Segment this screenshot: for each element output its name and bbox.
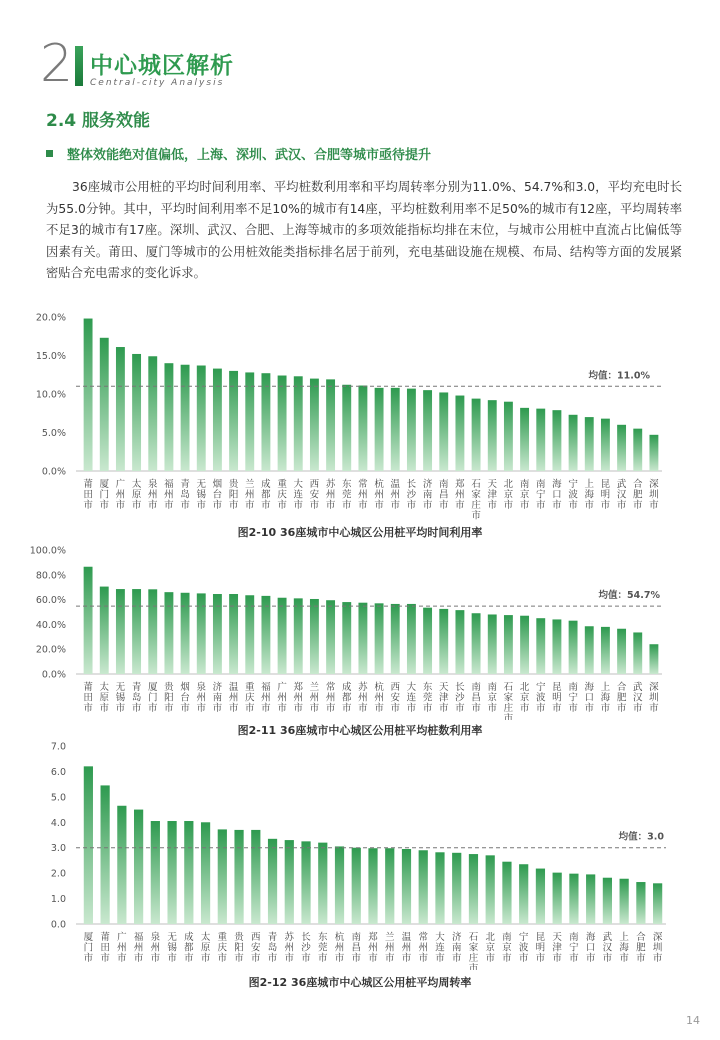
bar: [407, 604, 416, 674]
bar: [184, 821, 193, 924]
x-tick-label: 长沙市: [301, 932, 311, 964]
x-tick-label: 泉州市: [150, 932, 161, 964]
x-tick-label: 贵阳市: [164, 682, 174, 714]
x-tick-label: 济南市: [422, 479, 433, 511]
bar: [326, 600, 335, 674]
bar: [342, 602, 351, 674]
bar: [569, 874, 578, 924]
bar: [134, 810, 143, 924]
x-tick-label: 上海市: [619, 932, 629, 964]
bar: [84, 766, 93, 924]
bar: [358, 603, 367, 674]
x-tick-label: 杭州市: [374, 479, 384, 511]
bar: [234, 830, 243, 924]
x-tick-label: 温州市: [228, 682, 239, 714]
x-tick-label: 郑州市: [293, 682, 304, 714]
chart-turnover-svg: [0, 738, 720, 970]
bar: [617, 425, 626, 471]
x-tick-label: 南宁市: [535, 479, 546, 511]
x-tick-label: 无锡市: [115, 682, 126, 714]
bar: [310, 379, 319, 471]
bar: [84, 567, 93, 674]
x-tick-label: 深圳市: [649, 682, 659, 714]
bar: [391, 388, 400, 471]
x-tick-label: 福州市: [164, 479, 174, 511]
bar: [385, 848, 394, 924]
bar: [148, 589, 157, 674]
bar: [502, 862, 511, 924]
x-tick-label: 北京市: [519, 682, 530, 714]
bar: [181, 365, 190, 471]
bar: [148, 356, 157, 471]
x-tick-label: 宁波市: [568, 479, 578, 511]
chapter-subtitle: Central-city Analysis: [90, 78, 225, 88]
x-tick-label: 常州市: [325, 682, 336, 714]
bar: [455, 396, 464, 471]
bar: [488, 400, 497, 471]
bar: [101, 785, 110, 924]
x-tick-label: 上海市: [584, 479, 595, 511]
bar: [100, 587, 109, 674]
x-tick-label: 海口市: [552, 479, 562, 511]
bar: [552, 410, 561, 471]
x-tick-label: 莆田市: [83, 682, 93, 714]
bar: [488, 614, 497, 674]
x-tick-label: 重庆市: [217, 932, 228, 964]
bar: [620, 879, 629, 924]
x-tick-label: 太原市: [200, 932, 211, 964]
mean-label: 均值：11.0%: [588, 370, 650, 382]
bar: [278, 598, 287, 674]
x-tick-label: 宁波市: [518, 932, 529, 964]
y-tick-label: 20.0%: [35, 312, 66, 324]
x-tick-label: 武汉市: [632, 682, 643, 714]
y-tick-label: 40.0%: [35, 619, 66, 631]
x-tick-label: 天津市: [552, 932, 562, 964]
x-tick-label: 石家庄市: [471, 479, 481, 520]
y-tick-label: 100.0%: [29, 545, 66, 557]
x-tick-label: 贵阳市: [228, 479, 239, 511]
x-tick-label: 海口市: [585, 932, 596, 964]
bar: [585, 417, 594, 471]
x-tick-label: 上海市: [600, 682, 611, 714]
bar: [251, 830, 260, 924]
bullet-heading-text: 整体效能绝对值偏低，上海、深圳、武汉、合肥等城市亟待提升: [67, 148, 432, 163]
y-tick-label: 0.0: [50, 919, 66, 931]
x-tick-label: 南京市: [487, 682, 498, 714]
bar: [455, 610, 464, 674]
x-tick-label: 兰州市: [244, 479, 255, 511]
y-tick-label: 6.0: [50, 766, 66, 778]
y-tick-label: 80.0%: [35, 570, 66, 582]
bar: [181, 593, 190, 674]
bar: [472, 399, 481, 471]
y-tick-label: 4.0: [50, 817, 66, 829]
x-tick-label: 苏州市: [284, 932, 295, 964]
page-number: 14: [686, 1014, 700, 1027]
bar: [261, 373, 270, 471]
bar: [469, 854, 478, 924]
x-tick-label: 长沙市: [455, 682, 465, 714]
x-tick-label: 莆田市: [100, 932, 110, 964]
x-tick-label: 合肥市: [636, 932, 646, 964]
bar: [245, 595, 254, 674]
x-tick-label: 贵阳市: [234, 932, 244, 964]
x-tick-label: 烟台市: [212, 479, 223, 511]
x-tick-label: 西安市: [390, 682, 401, 714]
bar: [504, 615, 513, 674]
x-tick-label: 南昌市: [351, 932, 362, 964]
bar: [318, 843, 327, 924]
x-tick-label: 东莞市: [341, 479, 352, 511]
bar: [519, 864, 528, 924]
x-tick-label: 温州市: [401, 932, 412, 964]
bar: [486, 855, 495, 924]
bar: [649, 435, 658, 471]
x-tick-label: 莆田市: [83, 479, 93, 511]
mean-label: 均值：54.7%: [598, 590, 660, 602]
x-tick-label: 武汉市: [616, 479, 627, 511]
bar: [132, 354, 141, 471]
x-tick-label: 无锡市: [196, 479, 207, 511]
x-tick-label: 广州市: [115, 479, 126, 511]
x-tick-label: 南宁市: [568, 682, 578, 714]
bar: [653, 883, 662, 924]
bar: [603, 878, 612, 924]
x-tick-label: 济南市: [451, 932, 462, 964]
x-tick-label: 兰州市: [309, 682, 320, 714]
x-tick-label: 成都市: [341, 682, 352, 714]
x-tick-label: 昆明市: [535, 932, 546, 964]
bar: [452, 853, 461, 924]
bar: [167, 821, 176, 924]
bar: [536, 869, 545, 924]
bar: [197, 366, 206, 471]
x-tick-label: 北京市: [485, 932, 495, 964]
y-tick-label: 0.0%: [41, 466, 66, 478]
bar: [601, 627, 610, 674]
x-tick-label: 常州市: [358, 479, 368, 511]
bar: [268, 839, 277, 924]
y-tick-label: 7.0: [50, 741, 66, 753]
bar: [310, 599, 319, 674]
x-tick-label: 青岛市: [180, 479, 190, 511]
x-tick-label: 天津市: [438, 682, 449, 714]
bar: [402, 849, 411, 924]
bar: [218, 829, 227, 924]
x-tick-label: 福州市: [133, 932, 144, 964]
bar: [164, 363, 173, 471]
x-tick-label: 石家庄市: [468, 932, 479, 970]
x-tick-label: 宁波市: [535, 682, 546, 714]
bar: [439, 609, 448, 674]
bar: [294, 376, 303, 471]
x-tick-label: 西安市: [309, 479, 320, 511]
bar: [197, 593, 206, 674]
x-tick-label: 南宁市: [569, 932, 579, 964]
x-tick-label: 东莞市: [318, 932, 328, 964]
bar: [358, 386, 367, 471]
bar: [553, 873, 562, 924]
chart-time-utilization-svg: [0, 305, 720, 520]
x-tick-label: 重庆市: [277, 479, 287, 511]
x-tick-label: 厦门市: [147, 682, 158, 714]
x-tick-label: 郑州市: [368, 932, 378, 964]
x-tick-label: 厦门市: [83, 932, 94, 964]
bar: [552, 619, 561, 674]
x-tick-label: 常州市: [418, 932, 428, 964]
chart-pile-utilization: [0, 540, 720, 720]
x-tick-label: 大连市: [435, 932, 445, 964]
bar: [585, 626, 594, 674]
bar: [352, 848, 361, 924]
x-tick-label: 成都市: [184, 932, 194, 964]
bar: [100, 338, 109, 471]
x-tick-label: 兰州市: [384, 932, 395, 964]
bar: [423, 390, 432, 471]
bar: [536, 409, 545, 471]
bar: [439, 392, 448, 471]
bar: [569, 415, 578, 471]
x-tick-label: 泉州市: [196, 682, 207, 714]
bar: [285, 840, 294, 924]
x-tick-label: 合肥市: [632, 479, 643, 511]
bar: [375, 388, 384, 471]
x-tick-label: 武汉市: [602, 932, 613, 964]
x-tick-label: 烟台市: [180, 682, 190, 714]
chapter-title: 中心城区解析: [90, 53, 234, 79]
x-tick-label: 太原市: [99, 682, 110, 714]
bar: [633, 429, 642, 471]
bar: [164, 592, 173, 674]
x-tick-label: 温州市: [390, 479, 401, 511]
bar: [435, 852, 444, 924]
bar: [245, 372, 254, 471]
section-title: 2.4 服务效能: [46, 111, 151, 131]
bar: [132, 589, 141, 674]
x-tick-label: 成都市: [261, 479, 271, 511]
x-tick-label: 西安市: [251, 932, 261, 964]
bar: [633, 632, 642, 674]
x-tick-label: 合肥市: [616, 682, 627, 714]
bar: [84, 319, 93, 471]
bar: [636, 882, 645, 924]
bar: [116, 589, 125, 674]
bar: [520, 408, 529, 471]
bar: [117, 806, 126, 924]
y-tick-label: 2.0: [50, 868, 66, 880]
bullet-heading: [46, 144, 431, 163]
x-tick-label: 青岛市: [131, 682, 142, 714]
y-tick-label: 5.0: [50, 792, 66, 804]
chart-caption-pile-utilization: 图2-11 36座城市中心城区公用桩平均桩数利用率: [237, 724, 483, 737]
x-tick-label: 杭州市: [334, 932, 345, 964]
bar: [326, 379, 335, 471]
bar: [375, 603, 384, 674]
chapter-accent-bar: [75, 46, 83, 86]
x-tick-label: 郑州市: [455, 479, 465, 511]
y-tick-label: 15.0%: [35, 351, 66, 362]
chapter-number: 2: [40, 34, 74, 94]
y-tick-label: 0.0%: [41, 669, 66, 681]
bar: [649, 644, 658, 674]
bar: [423, 608, 432, 674]
x-tick-label: 南京市: [502, 932, 512, 964]
x-tick-label: 南昌市: [471, 682, 481, 714]
x-tick-label: 杭州市: [374, 682, 384, 714]
y-tick-label: 20.0%: [35, 644, 66, 656]
bar: [116, 347, 125, 471]
bar: [213, 369, 222, 471]
bar: [301, 841, 310, 924]
bar: [151, 821, 160, 924]
x-tick-label: 无锡市: [167, 932, 177, 964]
bar: [472, 613, 481, 674]
x-tick-label: 天津市: [487, 479, 498, 511]
x-tick-label: 海口市: [584, 682, 595, 714]
bar: [617, 629, 626, 674]
bar: [342, 385, 351, 471]
x-tick-label: 昆明市: [552, 682, 562, 714]
bar: [419, 850, 428, 924]
bar: [601, 419, 610, 471]
bar: [520, 616, 529, 674]
body-paragraph: 36座城市公用桩的平均时间利用率、平均桩数利用率和平均周转率分别为11.0%、54.7%和3.0，平均充电时长为55.0分钟。其中，平均时间利用率不足10%的城市有14座，平均桩数利用率不足50%的城市有12座，平均周转率不足3的城市有17座。深圳、武汉、合肥、上海等城市的多项效能指标均排在末位，与城市公用桩中直流占比偏低等因素有关。莆田、厦门等城市的公用桩效能类指标排名居于前列，充电基础设施在规模、布局、结构等方面的发展紧密贴合充电需求的变化诉求。: [46, 180, 682, 280]
bar: [201, 822, 210, 924]
x-tick-label: 南京市: [519, 479, 530, 511]
x-tick-label: 北京市: [503, 479, 514, 511]
y-tick-label: 10.0%: [35, 389, 66, 401]
bullet-square-icon: [46, 150, 53, 157]
x-tick-label: 厦门市: [99, 479, 110, 511]
y-tick-label: 5.0%: [41, 428, 66, 439]
bar: [536, 618, 545, 674]
bar: [294, 598, 303, 674]
x-tick-label: 济南市: [212, 682, 223, 714]
x-tick-label: 长沙市: [406, 479, 417, 511]
bar: [586, 874, 595, 924]
x-tick-label: 泉州市: [147, 479, 158, 511]
x-tick-label: 石家庄市: [503, 682, 514, 720]
x-tick-label: 南昌市: [438, 479, 449, 511]
chart-turnover: [0, 738, 720, 970]
bar: [335, 846, 344, 924]
bar: [407, 389, 416, 471]
x-tick-label: 广州市: [117, 932, 127, 964]
x-tick-label: 太原市: [131, 479, 142, 511]
y-tick-label: 3.0: [50, 843, 66, 855]
x-tick-label: 深圳市: [649, 479, 659, 511]
bar: [569, 621, 578, 674]
x-tick-label: 昆明市: [600, 479, 611, 511]
bar: [278, 376, 287, 471]
bar: [391, 604, 400, 674]
bar: [368, 848, 377, 924]
chart-pile-utilization-svg: [0, 540, 720, 720]
y-tick-label: 1.0: [50, 894, 66, 906]
x-tick-label: 青岛市: [267, 932, 278, 964]
x-tick-label: 东莞市: [422, 682, 433, 714]
x-tick-label: 苏州市: [358, 682, 368, 714]
chart-caption-time-utilization: 图2-10 36座城市中心城区公用桩平均时间利用率: [237, 526, 483, 539]
x-tick-label: 重庆市: [244, 682, 255, 714]
y-tick-label: 60.0%: [35, 595, 66, 607]
x-tick-label: 大连市: [406, 682, 417, 714]
chart-time-utilization: [0, 305, 720, 520]
bar: [261, 596, 270, 674]
chart-caption-turnover: 图2-12 36座城市中心城区公用桩平均周转率: [248, 976, 472, 989]
bar: [504, 402, 513, 471]
x-tick-label: 深圳市: [652, 932, 663, 964]
x-tick-label: 苏州市: [325, 479, 336, 511]
x-tick-label: 广州市: [277, 682, 287, 714]
x-tick-label: 福州市: [261, 682, 271, 714]
mean-label: 均值：3.0: [618, 831, 664, 843]
x-tick-label: 大连市: [293, 479, 304, 511]
